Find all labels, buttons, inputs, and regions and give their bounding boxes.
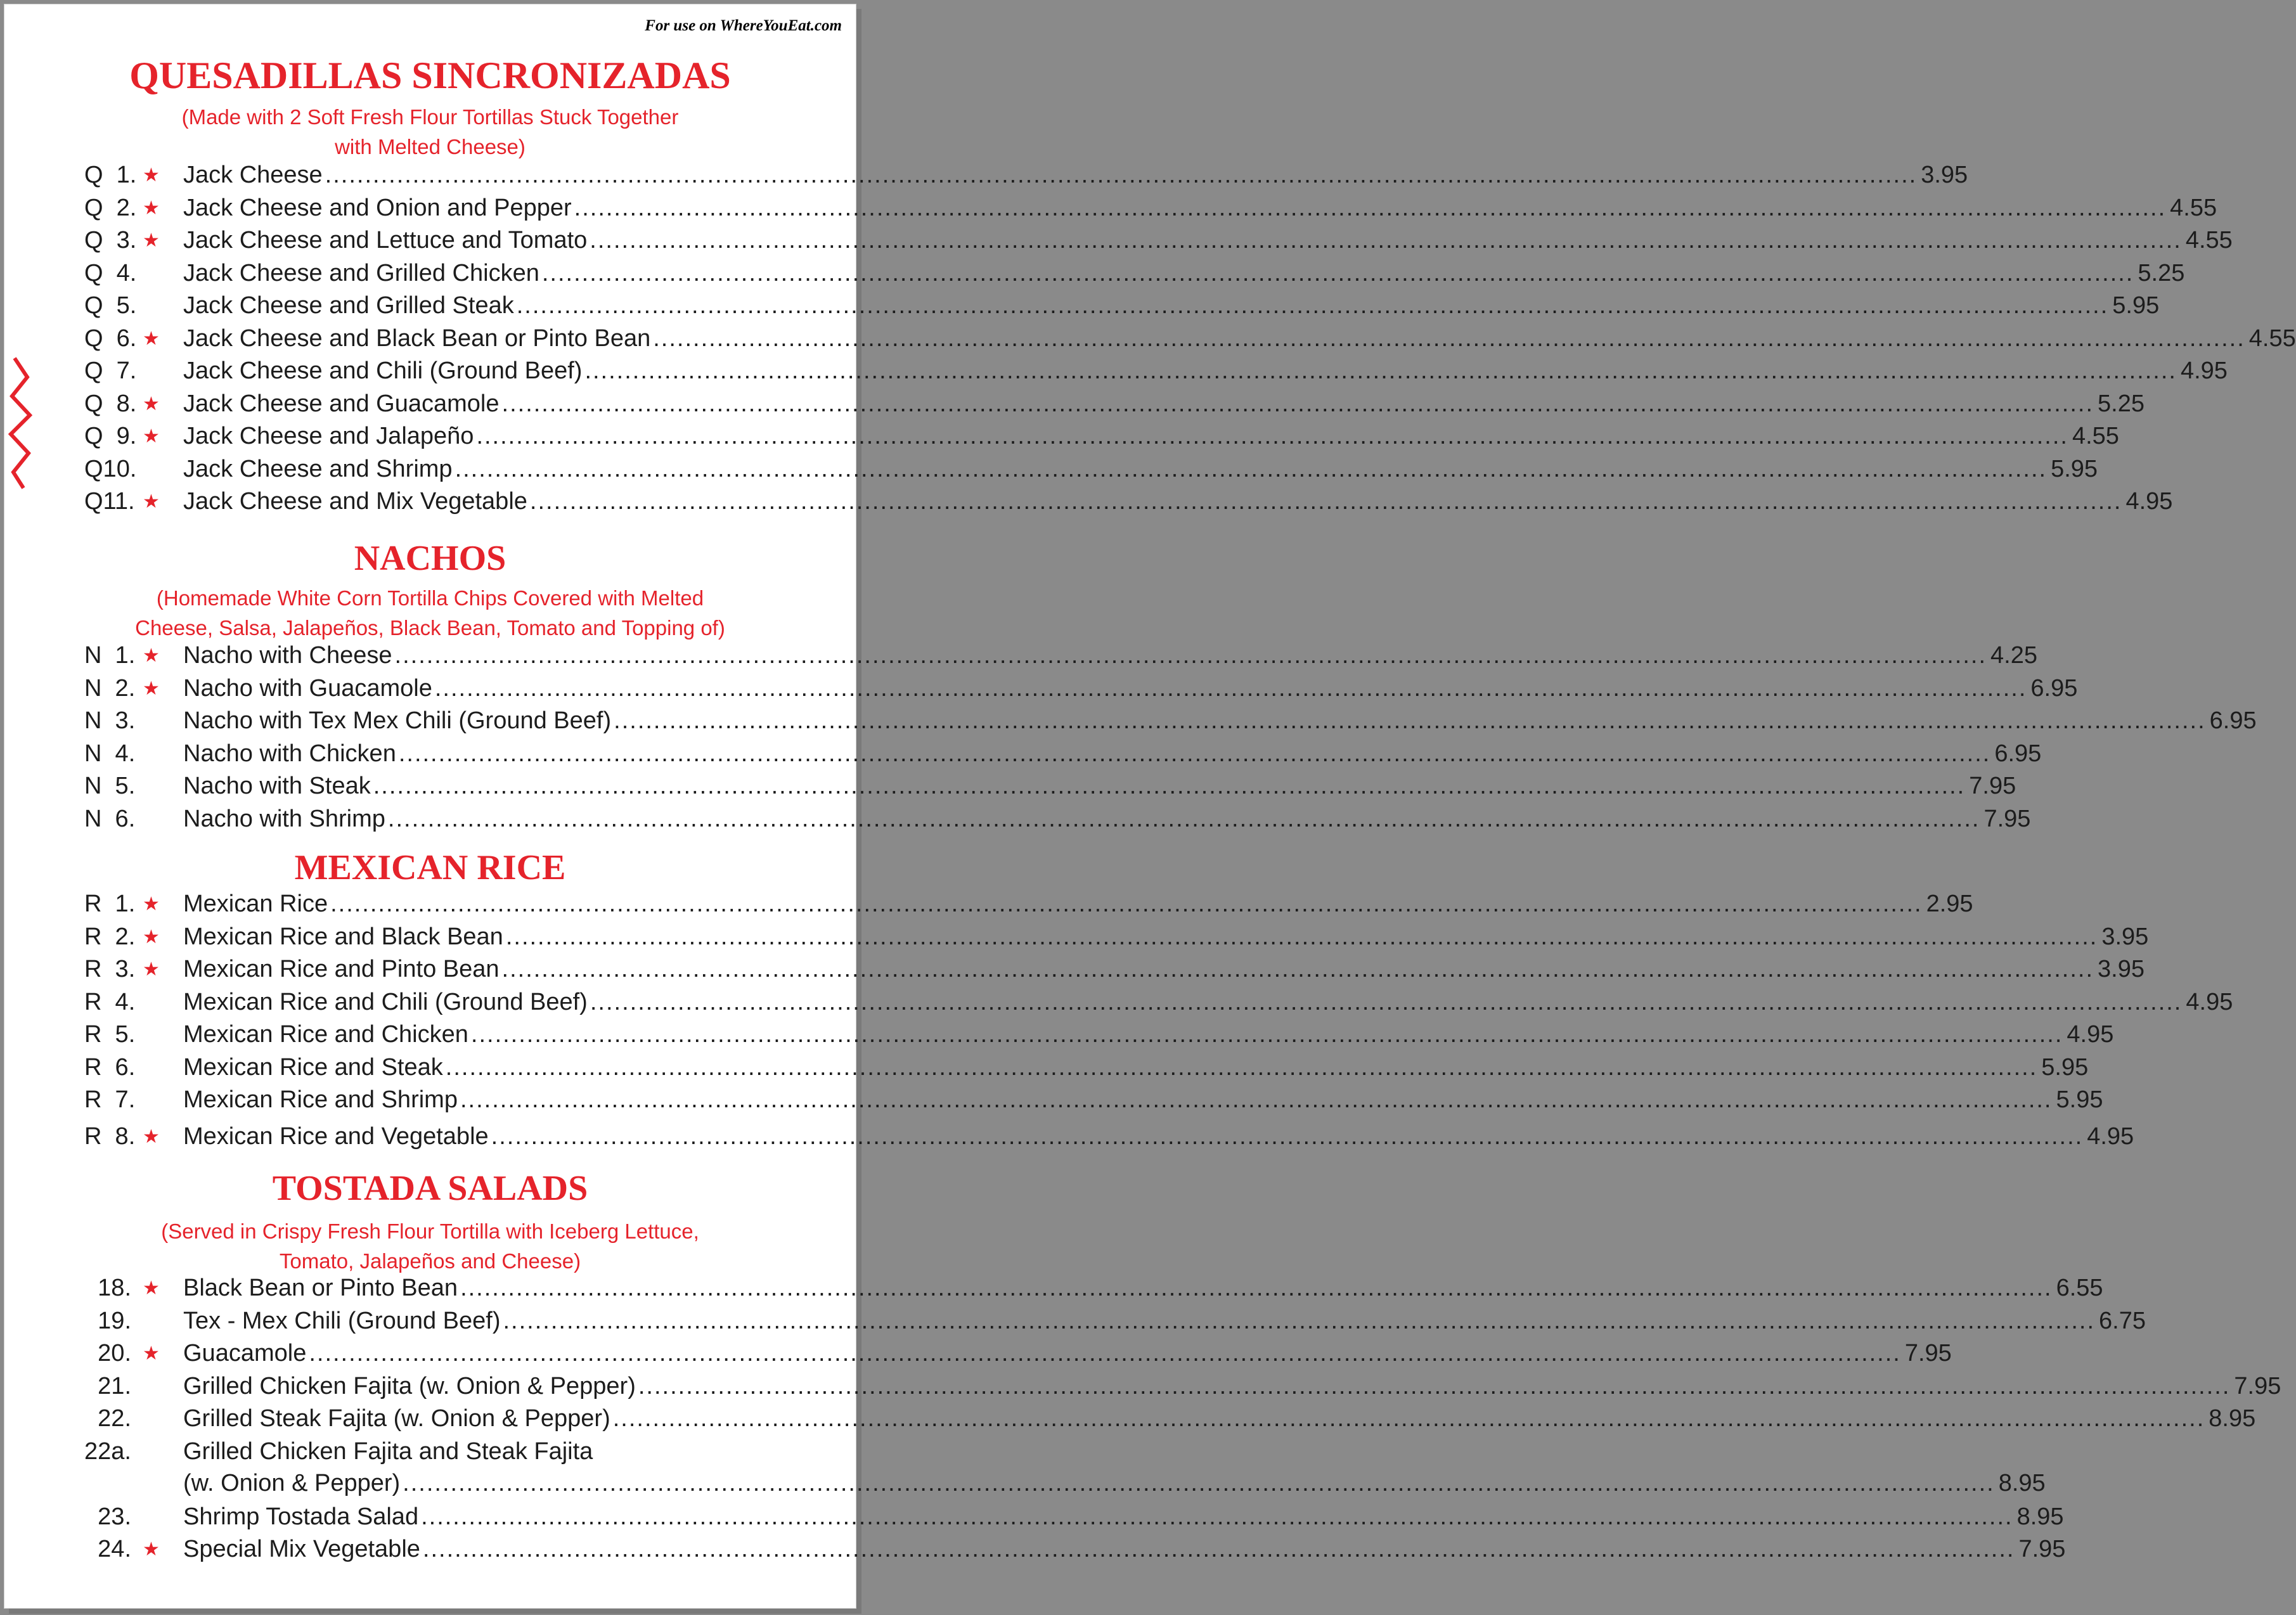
item-code: N 5. [84, 773, 136, 799]
section-title-mexican-rice: MEXICAN RICE [294, 848, 566, 887]
section-title-nachos: NACHOS [354, 539, 506, 578]
star-icon: ★ [143, 1278, 160, 1299]
item-price: 4.55 [2170, 194, 2217, 221]
subtitle-line: (Homemade White Corn Tortilla Chips Covered with Melted [156, 586, 704, 610]
star-icon: ★ [143, 1126, 160, 1147]
item-name: Mexican Rice and Chicken [183, 1021, 468, 1048]
star-icon: ★ [143, 1539, 160, 1560]
dot-leader: ........................................................................................................................................................................................................ [612, 1405, 2205, 1432]
menu-item [4, 227, 2233, 259]
item-code: 18. [98, 1275, 131, 1301]
item-price: 6.75 [2099, 1307, 2146, 1334]
item-price: 3.95 [1921, 162, 1968, 188]
item-line [183, 1536, 2066, 1563]
item-code: 24. [98, 1536, 131, 1562]
dot-leader: ........................................................................................................................................................................................................ [653, 325, 2245, 352]
subtitle-line: Cheese, Salsa, Jalapeños, Black Bean, Tomato and Topping of) [135, 616, 725, 640]
dot-leader: ........................................................................................................................................................................................................ [541, 259, 2134, 286]
item-code: R 1. [84, 891, 136, 917]
dot-leader: ........................................................................................................................................................................................................ [373, 773, 1966, 799]
item-code: 23. [98, 1503, 131, 1530]
menu-item [4, 805, 2031, 837]
item-name: Jack Cheese and Lettuce and Tomato [183, 227, 588, 254]
item-line [183, 1021, 2114, 1048]
item-price: 7.95 [1983, 805, 2031, 832]
dot-leader: ........................................................................................................................................................................................................ [503, 1307, 2096, 1334]
menu-item [4, 1123, 2134, 1155]
item-price: 8.95 [2016, 1503, 2064, 1530]
star-icon: ★ [143, 230, 160, 251]
item-price: 5.95 [2051, 455, 2098, 482]
item-code: Q 7. [84, 357, 137, 384]
item-line [183, 259, 2185, 287]
item-line [183, 988, 2233, 1016]
item-code: 22a. [84, 1438, 131, 1465]
dot-leader: ........................................................................................................................................................................................................ [638, 1372, 2231, 1399]
item-code: N 2. [84, 674, 136, 702]
item-name: Mexican Rice and Steak [183, 1053, 443, 1081]
item-name: Mexican Rice and Shrimp [183, 1086, 458, 1113]
menu-item [4, 956, 2145, 988]
subtitle-line: Tomato, Jalapeños and Cheese) [279, 1249, 581, 1273]
menu-item [4, 1372, 2281, 1405]
item-code: Q 2. [84, 194, 137, 221]
item-line [183, 642, 2038, 669]
star-icon: ★ [143, 328, 160, 349]
menu-item [4, 423, 2119, 454]
item-price: 4.95 [2087, 1123, 2134, 1150]
item-name: Black Bean or Pinto Bean [183, 1275, 458, 1301]
item-line [183, 227, 2233, 254]
item-code: R 5. [84, 1021, 136, 1048]
item-price: 7.95 [1969, 773, 2016, 799]
dot-leader: ........................................................................................................................................................................................................ [584, 357, 2177, 384]
item-price: 6.95 [2030, 674, 2078, 702]
menu-item [4, 642, 2038, 674]
menu-item [4, 325, 2296, 357]
item-name: Grilled Chicken Fajita and Steak Fajita [183, 1438, 593, 1465]
item-price: 7.95 [1904, 1340, 1952, 1367]
item-code: R 3. [84, 956, 136, 982]
item-line [183, 1469, 2046, 1497]
dot-leader: ........................................................................................................................................................................................................ [403, 1469, 1995, 1496]
item-line [183, 1372, 2281, 1400]
menu-item [4, 674, 2078, 707]
item-name: Mexican Rice and Black Bean [183, 923, 503, 950]
item-code: 22. [98, 1405, 131, 1432]
menu-item [4, 988, 2233, 1020]
item-line [183, 740, 2042, 768]
section-subtitle-quesadillas [100, 102, 761, 162]
dot-leader: ........................................................................................................................................................................................................ [614, 707, 2206, 734]
item-code: Q 3. [84, 227, 137, 254]
item-price: 5.95 [2112, 292, 2160, 319]
item-line [183, 1086, 2103, 1114]
dot-leader: ........................................................................................................................................................................................................ [574, 194, 2167, 221]
item-price: 8.95 [1998, 1469, 2046, 1496]
item-code: R 4. [84, 988, 136, 1015]
menu-item [4, 923, 2149, 955]
item-line [183, 162, 1968, 189]
item-name: Nacho with Guacamole [183, 674, 432, 702]
star-icon: ★ [143, 645, 160, 666]
item-code: Q11. [84, 488, 135, 515]
item-name: Grilled Steak Fajita (w. Onion & Pepper) [183, 1405, 610, 1432]
item-line [183, 455, 2098, 483]
item-code: 19. [98, 1307, 131, 1334]
item-name: Tex - Mex Chili (Ground Beef) [183, 1307, 501, 1334]
item-name: Jack Cheese and Black Bean or Pinto Bean [183, 325, 651, 352]
item-name: Jack Cheese and Onion and Pepper [183, 194, 572, 221]
section-title-tostada-salads: TOSTADA SALADS [272, 1169, 588, 1208]
subtitle-line: (Served in Crispy Fresh Flour Tortilla with Iceberg Lettuce, [161, 1219, 699, 1243]
item-price: 4.95 [2186, 988, 2233, 1015]
item-name: Shrimp Tostada Salad [183, 1503, 419, 1530]
item-code: N 4. [84, 740, 136, 767]
menu-item [4, 1275, 2103, 1306]
item-code: N 3. [84, 707, 136, 734]
star-icon: ★ [143, 426, 160, 447]
site-watermark-note: For use on WhereYouEat.com [645, 17, 842, 34]
item-line [183, 707, 2257, 735]
dot-leader: ........................................................................................................................................................................................................ [422, 1536, 2015, 1562]
item-code: 21. [98, 1372, 131, 1399]
item-price: 7.95 [2018, 1536, 2066, 1562]
item-line [183, 423, 2119, 450]
star-icon: ★ [143, 678, 160, 699]
item-line [183, 1053, 2089, 1081]
item-name: Jack Cheese and Jalapeño [183, 423, 474, 449]
menu-item [4, 707, 2257, 739]
star-icon: ★ [143, 926, 160, 948]
item-name: Mexican Rice and Vegetable [183, 1123, 489, 1150]
item-name: Nacho with Steak [183, 773, 371, 799]
menu-item [4, 1307, 2146, 1339]
item-name: Nacho with Chicken [183, 740, 396, 767]
section-subtitle-nachos [68, 583, 792, 643]
item-code: R 8. [84, 1123, 136, 1150]
item-price: 4.95 [2067, 1021, 2114, 1048]
item-name: Jack Cheese and Shrimp [183, 455, 453, 482]
dot-leader: ........................................................................................................................................................................................................ [398, 740, 1991, 767]
menu-item [4, 1503, 2064, 1535]
dot-leader: ........................................................................................................................................................................................................ [590, 227, 2182, 254]
item-code: 20. [98, 1340, 131, 1367]
item-name-continued: (w. Onion & Pepper) [183, 1469, 401, 1496]
item-name: Nacho with Shrimp [183, 805, 385, 832]
item-line [183, 923, 2149, 951]
item-price: 5.25 [2098, 390, 2145, 417]
menu-item [4, 259, 2185, 292]
dot-leader: ........................................................................................................................................................................................................ [421, 1503, 2013, 1530]
menu-item [4, 1053, 2089, 1086]
item-line [183, 1405, 2256, 1432]
dot-leader: ........................................................................................................................................................................................................ [445, 1053, 2038, 1081]
section-subtitle-tostada-salads [100, 1216, 761, 1276]
dot-leader: ........................................................................................................................................................................................................ [516, 292, 2109, 319]
dot-leader: ........................................................................................................................................................................................................ [501, 956, 2094, 982]
subtitle-line: with Melted Cheese) [335, 135, 526, 158]
item-price: 4.95 [2125, 488, 2173, 515]
item-name: Jack Cheese and Guacamole [183, 390, 500, 417]
menu-item [4, 390, 2145, 422]
menu-item [4, 488, 2173, 520]
item-price: 4.55 [2248, 325, 2296, 352]
item-line [183, 390, 2145, 418]
menu-item [4, 1340, 1952, 1372]
menu-item [4, 1021, 2114, 1053]
item-line [183, 1503, 2064, 1531]
item-name: Mexican Rice [183, 891, 328, 917]
star-icon: ★ [143, 165, 160, 186]
item-price: 2.95 [1926, 891, 1973, 917]
item-name: Jack Cheese and Grilled Steak [183, 292, 514, 319]
menu-item [4, 194, 2217, 226]
dot-leader: ........................................................................................................................................................................................................ [309, 1340, 1901, 1367]
item-price: 8.95 [2209, 1405, 2256, 1432]
item-code: R 6. [84, 1053, 136, 1081]
menu-item [4, 455, 2098, 487]
star-icon: ★ [143, 1343, 160, 1364]
item-name: Jack Cheese and Grilled Chicken [183, 259, 539, 286]
item-code: N 6. [84, 805, 136, 832]
item-price: 6.95 [1994, 740, 2042, 767]
item-price: 6.55 [2056, 1275, 2103, 1301]
item-name: Guacamole [183, 1340, 307, 1367]
dot-leader: ........................................................................................................................................................................................................ [387, 805, 1980, 832]
item-code: R 2. [84, 923, 136, 950]
star-icon: ★ [143, 393, 160, 415]
item-line [183, 1275, 2103, 1302]
item-name: Jack Cheese and Chili (Ground Beef) [183, 357, 583, 384]
item-price: 4.55 [2185, 227, 2233, 254]
item-line [183, 1340, 1952, 1367]
item-code: Q 9. [84, 423, 137, 449]
item-line [183, 773, 2016, 800]
item-name: Nacho with Tex Mex Chili (Ground Beef) [183, 707, 612, 734]
item-code: Q 4. [84, 259, 137, 286]
item-name: Jack Cheese [183, 162, 323, 188]
item-line [183, 325, 2296, 352]
item-line [183, 357, 2228, 385]
item-line [183, 1307, 2146, 1335]
item-name: Nacho with Cheese [183, 642, 392, 669]
star-icon: ★ [143, 491, 160, 512]
item-name: Special Mix Vegetable [183, 1536, 420, 1562]
dot-leader: ........................................................................................................................................................................................................ [434, 674, 2027, 702]
item-line [183, 805, 2031, 833]
item-code: Q10. [84, 455, 137, 482]
dot-leader: ........................................................................................................................................................................................................ [491, 1123, 2084, 1150]
subtitle-line: (Made with 2 Soft Fresh Flour Tortillas Stuck Together [181, 105, 679, 129]
item-code: Q 1. [84, 162, 137, 188]
item-code: Q 6. [84, 325, 137, 352]
item-price: 3.95 [2101, 923, 2149, 950]
star-icon: ★ [143, 197, 160, 219]
menu-page [4, 4, 2296, 1609]
item-line [183, 891, 1973, 918]
menu-item [4, 1086, 2103, 1118]
item-name: Mexican Rice and Chili (Ground Beef) [183, 988, 588, 1015]
item-price: 3.95 [2098, 956, 2145, 982]
menu-item [4, 1536, 2066, 1567]
item-code: R 7. [84, 1086, 136, 1113]
dot-leader: ........................................................................................................................................................................................................ [505, 923, 2098, 950]
item-price: 7.95 [2234, 1372, 2281, 1399]
menu-item [4, 162, 1968, 193]
menu-item [4, 1438, 2046, 1502]
dot-leader: ........................................................................................................................................................................................................ [590, 988, 2183, 1015]
item-code: Q 8. [84, 390, 137, 417]
dot-leader: ........................................................................................................................................................................................................ [394, 642, 1987, 669]
menu-item [4, 1405, 2256, 1437]
item-price: 5.95 [2041, 1053, 2089, 1081]
dot-leader: ........................................................................................................................................................................................................ [470, 1021, 2063, 1048]
item-name: Mexican Rice and Pinto Bean [183, 956, 500, 982]
dot-leader: ........................................................................................................................................................................................................ [460, 1275, 2053, 1301]
item-line [183, 674, 2078, 702]
menu-item [4, 891, 1973, 922]
item-line [183, 292, 2160, 319]
item-name: Grilled Chicken Fajita (w. Onion & Pepper) [183, 1372, 636, 1399]
item-price: 5.95 [2056, 1086, 2103, 1113]
menu-item [4, 773, 2016, 804]
item-price: 4.95 [2180, 357, 2228, 384]
dot-leader: ........................................................................................................................................................................................................ [501, 390, 2094, 417]
dot-leader: ........................................................................................................................................................................................................ [330, 891, 1923, 917]
menu-item [4, 740, 2042, 772]
dot-leader: ........................................................................................................................................................................................................ [529, 488, 2122, 515]
item-price: 5.25 [2138, 259, 2185, 286]
item-price: 6.95 [2209, 707, 2257, 734]
item-line [183, 194, 2217, 222]
dot-leader: ........................................................................................................................................................................................................ [325, 162, 1918, 188]
item-line [183, 1123, 2134, 1150]
item-name: Jack Cheese and Mix Vegetable [183, 488, 527, 515]
section-title-quesadillas: QUESADILLAS SINCRONIZADAS [129, 55, 731, 96]
item-price: 4.25 [1990, 642, 2038, 669]
item-price: 4.55 [2072, 423, 2119, 449]
item-line [183, 956, 2145, 983]
menu-item [4, 292, 2160, 324]
item-line [183, 488, 2173, 515]
star-icon: ★ [143, 959, 160, 980]
star-icon: ★ [143, 894, 160, 915]
dot-leader: ........................................................................................................................................................................................................ [455, 455, 2048, 482]
menu-item [4, 357, 2228, 389]
dot-leader: ........................................................................................................................................................................................................ [460, 1086, 2053, 1113]
dot-leader: ........................................................................................................................................................................................................ [476, 423, 2068, 449]
item-code: Q 5. [84, 292, 137, 319]
item-code: N 1. [84, 642, 136, 669]
